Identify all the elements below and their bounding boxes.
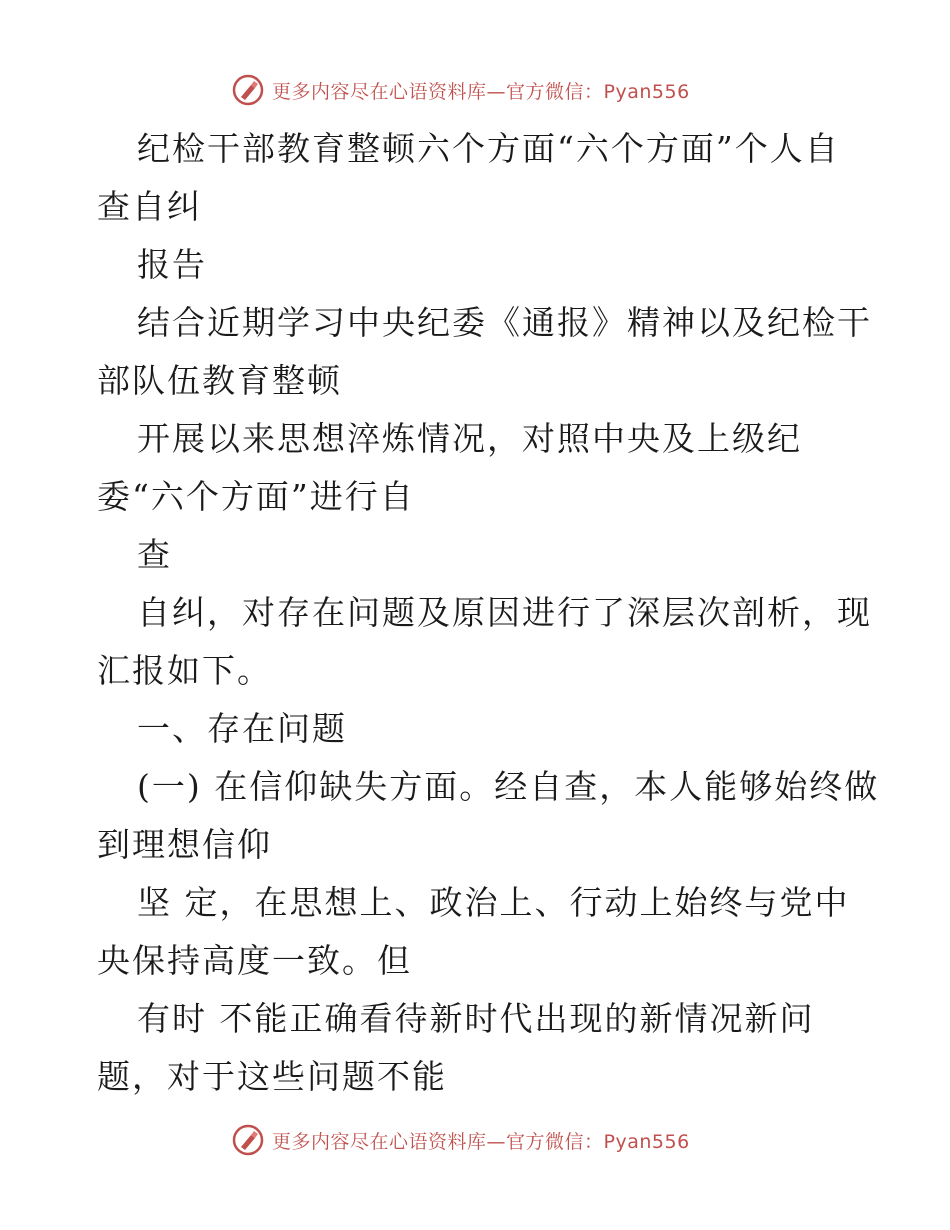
paragraph-line: 坚 定，在思想上、政治上、行动上始终与党中 xyxy=(137,883,850,922)
paragraph-line: 有时 不能正确看待新时代出现的新情况新问 xyxy=(137,999,815,1038)
paragraph-line: 到理想信仰 xyxy=(97,825,272,864)
paragraph-line: 委“六个方面”进行自 xyxy=(97,477,415,516)
watermark-footer xyxy=(232,1120,752,1160)
pen-logo-icon xyxy=(232,74,264,106)
paragraph-line: 查 xyxy=(137,535,172,574)
paragraph-line: 自纠，对存在问题及原因进行了深层次剖析，现 xyxy=(137,593,872,632)
paragraph-line: 汇报如下。 xyxy=(97,651,272,690)
paragraph-line: 开展以来思想淬炼情况，对照中央及上级纪 xyxy=(137,419,802,458)
document-body xyxy=(97,120,880,1106)
section-heading: 一、存在问题 xyxy=(137,709,347,748)
watermark-text: 更多内容尽在心语资料库—官方微信：Pyan556 xyxy=(272,80,690,103)
watermark-text: 更多内容尽在心语资料库—官方微信：Pyan556 xyxy=(272,1130,690,1153)
paragraph-line: 央保持高度一致。但 xyxy=(97,941,412,980)
document-title-line-1: 纪检干部教育整顿六个方面“六个方面”个人自 xyxy=(137,129,840,168)
pen-logo-icon xyxy=(232,1124,264,1156)
watermark-header xyxy=(232,70,752,110)
document-title-line-2: 查自纠 xyxy=(97,187,202,226)
paragraph-line: 题，对于这些问题不能 xyxy=(97,1057,447,1096)
document-title-line-3: 报告 xyxy=(137,245,207,284)
paragraph-line: 部队伍教育整顿 xyxy=(97,361,342,400)
paragraph-line: 结合近期学习中央纪委《通报》精神以及纪检干 xyxy=(137,303,872,342)
paragraph-line: (一) 在信仰缺失方面。经自查，本人能够始终做 xyxy=(137,767,880,806)
